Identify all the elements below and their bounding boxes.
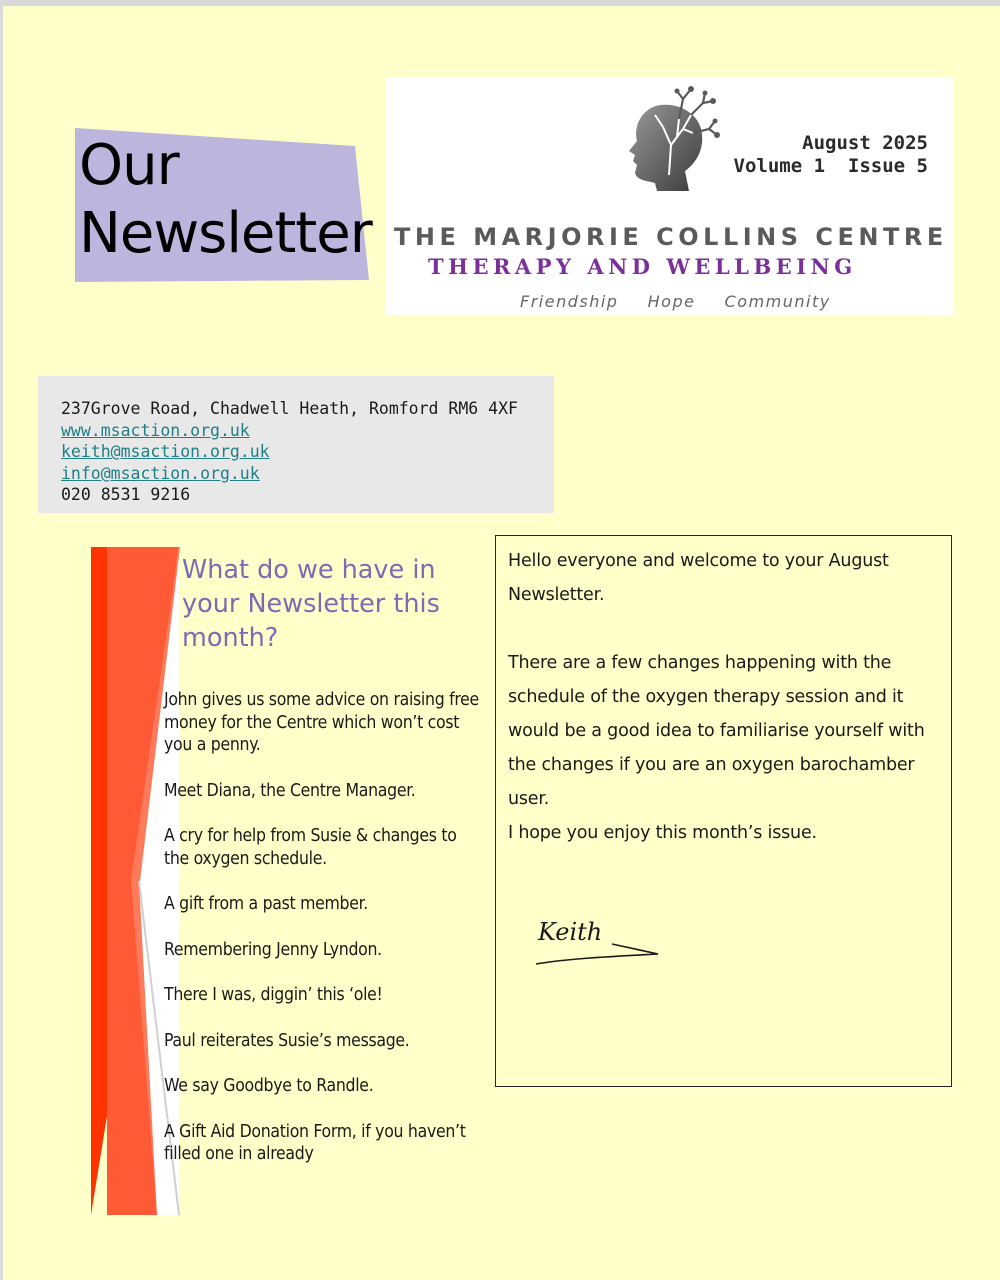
newsletter-page (3, 6, 1000, 1280)
newsletter-title (79, 132, 372, 268)
contact-box (38, 376, 554, 513)
contents-item: John gives us some advice on raising free money for the Centre which won’t cost you a penny. (164, 690, 479, 755)
contents-item: We say Goodbye to Randle. (164, 1076, 374, 1096)
title-line-2: Newsletter (79, 201, 372, 266)
issue-date: August 2025 (802, 132, 928, 154)
contents-item: Paul reiterates Susie’s message. (164, 1030, 410, 1051)
centre-logo-banner (386, 77, 954, 315)
signature (532, 908, 672, 968)
contact-address: 237Grove Road, Chadwell Heath, Romford RM6 4XF (61, 399, 518, 418)
head-tree-icon (621, 85, 721, 193)
title-line-1: Our (79, 133, 179, 198)
org-tagline: Friendship Hope Community (520, 292, 831, 311)
keith-email-link[interactable]: keith@msaction.org.uk (61, 442, 270, 461)
contents-item: There I was, diggin’ this ‘ole! (164, 985, 383, 1005)
website-link[interactable]: www.msaction.org.uk (61, 420, 250, 440)
contact-phone: 020 8531 9216 (61, 485, 191, 504)
contents-item: Remembering Jenny Lyndon. (164, 939, 382, 960)
contents-item: A cry for help from Susie & changes to the oxygen schedule. (164, 826, 457, 869)
issue-volume: Volume 1 Issue 5 (733, 155, 928, 177)
newsletter-title-block (73, 124, 371, 284)
info-email-link[interactable]: info@msaction.org.uk (61, 463, 260, 483)
contents-heading: What do we have in your Newsletter this month? (182, 555, 440, 653)
contents-item: A Gift Aid Donation Form, if you haven’t filled one in already (164, 1121, 466, 1164)
welcome-paragraph-1: Hello everyone and welcome to your August Newsletter. (508, 551, 889, 605)
org-name: THE MARJORIE COLLINS CENTRE (394, 223, 948, 251)
issue-info (734, 132, 928, 178)
contents-list (164, 689, 484, 1189)
signature-name: Keith (538, 918, 603, 946)
welcome-paragraph-3: I hope you enjoy this month’s issue. (508, 823, 817, 843)
contents-item: Meet Diana, the Centre Manager. (164, 780, 416, 801)
welcome-paragraph-2: There are a few changes happening with the schedule of the oxygen therapy session and it would be a good idea to familiarise yourself with the changes if you are an oxygen barochamber user. (508, 653, 925, 809)
contents-item: A gift from a past member. (164, 894, 368, 914)
welcome-message-box (495, 535, 952, 1087)
org-subtitle: THERAPY AND WELLBEING (428, 254, 857, 279)
